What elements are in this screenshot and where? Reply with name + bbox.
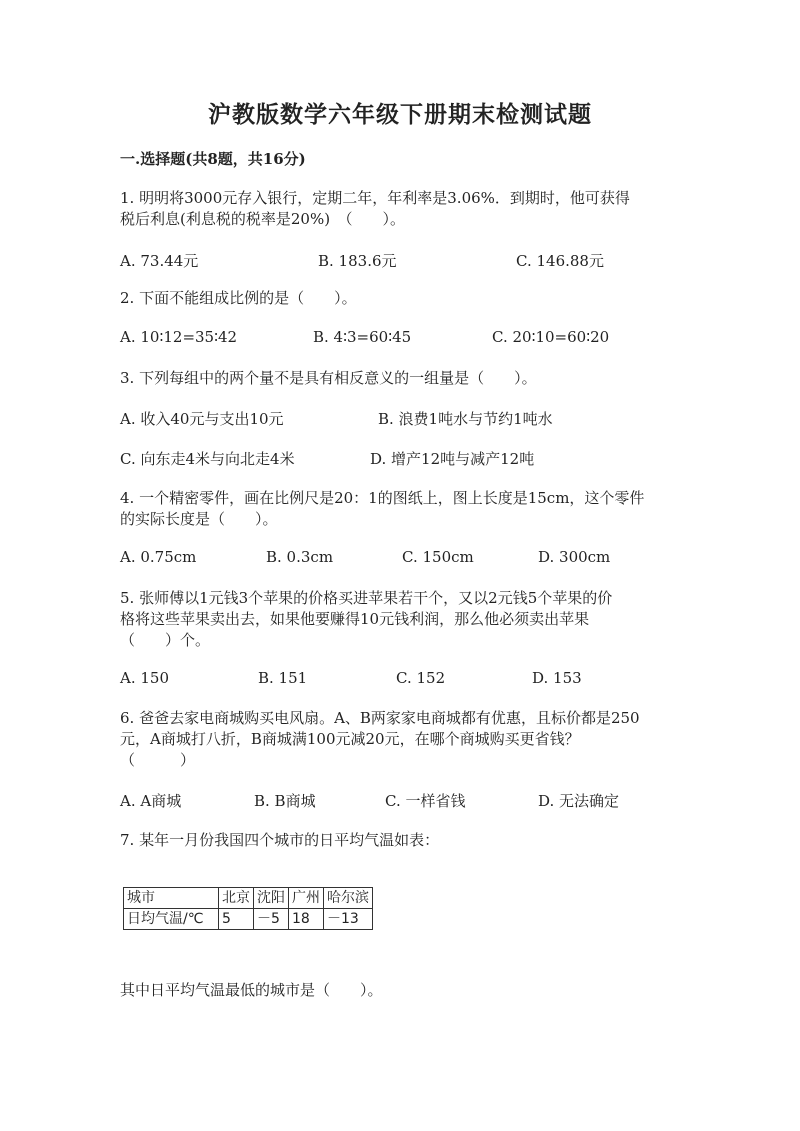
question-3 bbox=[120, 368, 680, 389]
section-heading: 一.选择题(共8题，共16分) bbox=[120, 150, 306, 168]
question-line: 格将这些苹果卖出去，如果他要赚得10元钱利润，那么他必须卖出苹果 bbox=[120, 610, 590, 628]
question-line: 4. 一个精密零件，画在比例尺是20：1的图纸上，图上长度是15cm，这个零件 bbox=[120, 489, 645, 507]
question-line: 2. 下面不能组成比例的是（ ）。 bbox=[120, 289, 357, 307]
option-a: A. A商城 bbox=[120, 792, 182, 810]
table-cell: 北京 bbox=[219, 888, 254, 909]
option-a: A. 150 bbox=[120, 669, 169, 687]
option-a: A. 收入40元与支出10元 bbox=[120, 410, 284, 428]
question-5 bbox=[120, 588, 680, 651]
option-c: C. 152 bbox=[396, 669, 446, 687]
table-row bbox=[124, 909, 373, 930]
question-line: （ ） bbox=[120, 751, 196, 769]
option-b: B. B商城 bbox=[254, 792, 316, 810]
option-b: B. 浪费1吨水与节约1吨水 bbox=[378, 410, 553, 428]
question-line: 元，A商城打八折，B商城满100元减20元，在哪个商城购买更省钱？ bbox=[120, 730, 580, 748]
question-7 bbox=[120, 830, 680, 851]
question-line: （ ）个。 bbox=[120, 631, 211, 649]
table-cell: 沈阳 bbox=[254, 888, 289, 909]
option-b: B. 151 bbox=[258, 669, 308, 687]
question-4 bbox=[120, 488, 680, 530]
option-b: B. 0.3cm bbox=[266, 548, 334, 566]
question-7-followup: 其中日平均气温最低的城市是（ ）。 bbox=[120, 981, 383, 999]
table-cell: 广州 bbox=[289, 888, 324, 909]
question-2 bbox=[120, 288, 680, 309]
question-line: 5. 张师傅以1元钱3个苹果的价格买进苹果若干个，又以2元钱5个苹果的价 bbox=[120, 589, 613, 607]
question-1 bbox=[120, 188, 680, 230]
table-cell: 18 bbox=[289, 909, 324, 930]
option-c: C. 向东走4米与向北走4米 bbox=[120, 450, 295, 468]
option-d: D. 增产12吨与减产12吨 bbox=[370, 450, 535, 468]
option-d: D. 无法确定 bbox=[538, 792, 620, 810]
table-cell: －13 bbox=[324, 909, 373, 930]
option-b: B. 183.6元 bbox=[318, 252, 397, 270]
option-c: C. 150cm bbox=[402, 548, 474, 566]
option-c: C. 20∶10=60∶20 bbox=[492, 328, 610, 346]
question-line: 3. 下列每组中的两个量不是具有相反意义的一组量是（ ）。 bbox=[120, 369, 537, 387]
table-cell: 5 bbox=[219, 909, 254, 930]
option-d: D. 300cm bbox=[538, 548, 611, 566]
option-d: D. 153 bbox=[532, 669, 582, 687]
table-cell: 日均气温/℃ bbox=[124, 909, 219, 930]
question-line: 税后利息(利息税的税率是20%) （ ）。 bbox=[120, 210, 406, 228]
temperature-table bbox=[123, 887, 373, 930]
option-a: A. 73.44元 bbox=[120, 252, 199, 270]
question-line: 7. 某年一月份我国四个城市的日平均气温如表： bbox=[120, 831, 440, 849]
option-a: A. 10∶12=35∶42 bbox=[120, 328, 238, 346]
question-6 bbox=[120, 708, 680, 771]
option-c: C. 一样省钱 bbox=[385, 792, 466, 810]
table-cell: －5 bbox=[254, 909, 289, 930]
table-cell: 哈尔滨 bbox=[324, 888, 373, 909]
table-cell: 城市 bbox=[124, 888, 219, 909]
option-c: C. 146.88元 bbox=[516, 252, 604, 270]
question-line: 的实际长度是（ ）。 bbox=[120, 510, 278, 528]
question-line: 1. 明明将3000元存入银行，定期二年，年利率是3.06%．到期时，他可获得 bbox=[120, 189, 630, 207]
page-title: 沪教版数学六年级下册期末检测试题 bbox=[208, 101, 592, 128]
option-b: B. 4∶3=60∶45 bbox=[313, 328, 412, 346]
question-line: 6. 爸爸去家电商城购买电风扇。A、B两家家电商城都有优惠，且标价都是250 bbox=[120, 709, 640, 727]
option-a: A. 0.75cm bbox=[120, 548, 197, 566]
table-header-row bbox=[124, 888, 373, 909]
